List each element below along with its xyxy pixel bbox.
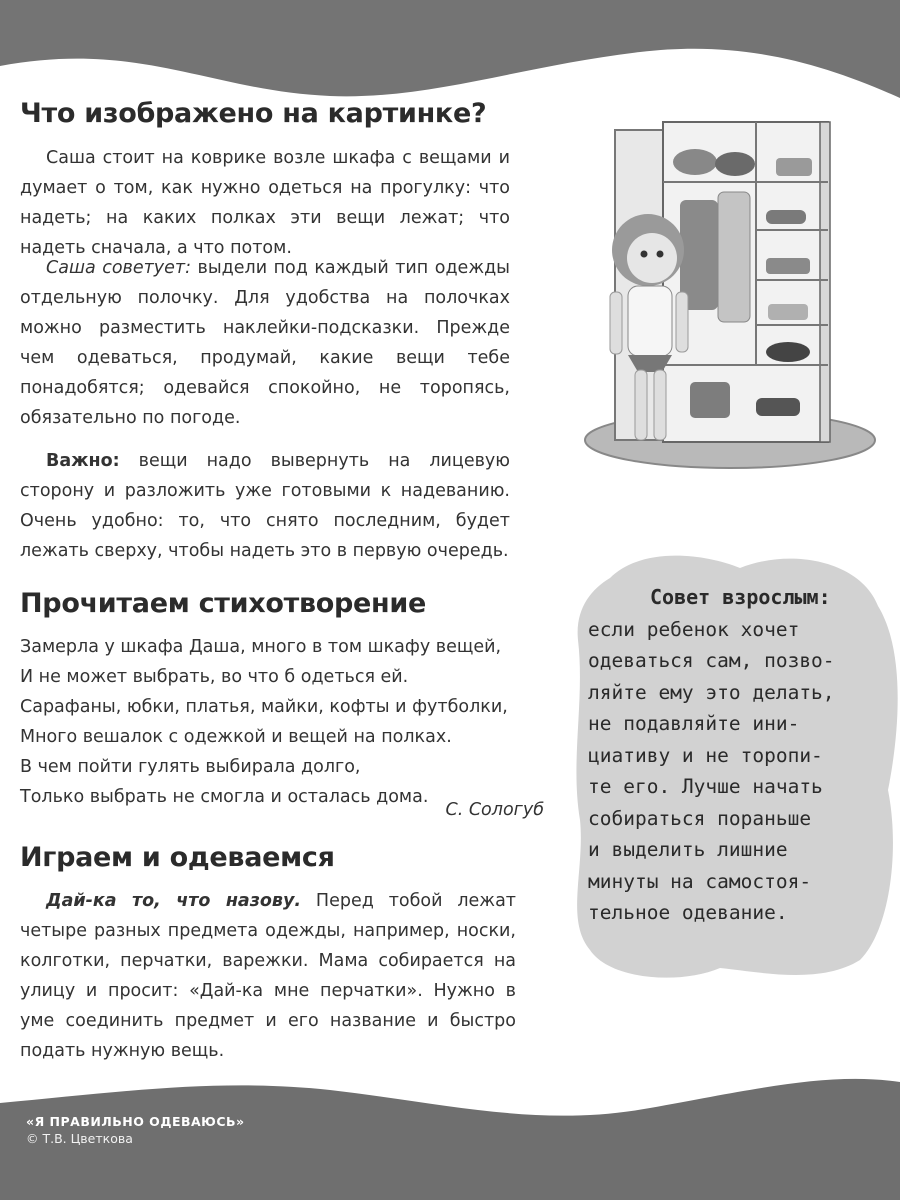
poem-line: Много вешалок с одежкой и вещей на полках. — [20, 727, 452, 747]
folded-pants-icon — [766, 258, 810, 274]
girl-body — [628, 286, 672, 356]
book-title: «Я ПРАВИЛЬНО ОДЕВАЮСЬ» — [26, 1114, 245, 1129]
footer — [26, 1114, 245, 1146]
poem-line: Сарафаны, юбки, платья, майки, кофты и футболки, — [20, 697, 508, 717]
advice-line: если ребенок хочет — [588, 617, 800, 641]
knit-hat-icon — [715, 152, 755, 176]
poem — [20, 632, 530, 812]
advice-line: ляйте ему это делать, — [588, 680, 835, 704]
advice-line: одеваться сам, позво- — [588, 649, 835, 672]
game-text: Перед тобой лежат четыре разных предмета одежды, например, носки, колготки, перчатки, варежки. Мама собирается на улицу и просит: «Дай-ка мне перчатки». Нужно в уме соединить предмет и его название и быстро подать нужную вещь. — [20, 891, 516, 1061]
girl-left-arm — [610, 292, 622, 354]
girl-right-leg — [654, 370, 666, 440]
advice-line: не подавляйте ини- — [588, 712, 800, 735]
paragraph-description: Саша стоит на коврике возле шкафа с вещами и думает о том, как нужно одеться на прогулку: что надеть; на каких полках эти вещи лежат; что надеть сначала, а что потом. — [20, 148, 510, 258]
copyright: © Т.В. Цветкова — [26, 1131, 133, 1146]
section-title-game: Играем и одеваемся — [20, 842, 335, 873]
poem-line: Замерла у шкафа Даша, много в том шкафу вещей, — [20, 637, 502, 657]
advice-line: тельное одевание. — [588, 901, 788, 924]
top-wave-band — [0, 0, 900, 98]
advice-line: те его. Лучше начать — [588, 775, 823, 798]
advice-title: Совет взрослым: — [650, 585, 831, 609]
advice-for-adults — [588, 582, 888, 929]
folded-sweater-icon — [776, 158, 812, 176]
hat-icon — [673, 149, 717, 175]
section-title-poem: Прочитаем стихотворение — [20, 588, 427, 619]
sasha-advice-lead: Саша советует: — [46, 258, 192, 278]
folded-shirt-icon — [768, 304, 808, 320]
coat-icon — [718, 192, 750, 322]
boots-icon — [690, 382, 730, 418]
paragraph-game — [20, 886, 516, 1066]
girl-right-arm — [676, 292, 688, 352]
advice-line: собираться пораньше — [588, 806, 812, 830]
game-lead: Дай-ка то, что назову. — [46, 891, 302, 911]
cap-icon — [766, 342, 810, 362]
important-text: вещи надо вывернуть на лицевую сторону и разложить уже готовыми к надеванию. Очень удобно: то, что снято последним, будет лежать сверху, чтобы надеть это в первую очередь. — [20, 451, 510, 561]
paragraph-sasha-advice — [20, 253, 510, 433]
poem-line: В чем пойти гулять выбирала долго, — [20, 757, 361, 777]
mittens-icon — [766, 210, 806, 224]
poem-line: Только выбрать не смогла и осталась дома. — [20, 787, 429, 807]
sasha-advice-text: выдели под каждый тип одежды отдельную полочку. Для удобства на полочках можно разместить наклейки-подсказки. Прежде чем одеваться, продумай, какие вещи тебе понадобятся; одевайся спокойно, не торопясь, обязательно по погоде. — [20, 258, 510, 428]
wardrobe-right-post — [820, 122, 830, 442]
girl-face — [627, 233, 677, 283]
advice-line: минуты на самостоя- — [588, 869, 812, 893]
shoes-icon — [756, 398, 800, 416]
advice-line: циативу и не торопи- — [588, 743, 823, 767]
section-title-picture: Что изображено на картинке? — [20, 98, 487, 129]
paragraph-important — [20, 446, 510, 566]
poem-line: И не может выбрать, во что б одеться ей. — [20, 667, 409, 687]
advice-line: и выделить лишние — [588, 838, 788, 861]
important-lead: Важно: — [46, 451, 120, 471]
poem-author: С. Сологуб — [445, 800, 544, 820]
girl-wardrobe-illustration — [580, 100, 900, 480]
girl-left-leg — [635, 370, 647, 440]
